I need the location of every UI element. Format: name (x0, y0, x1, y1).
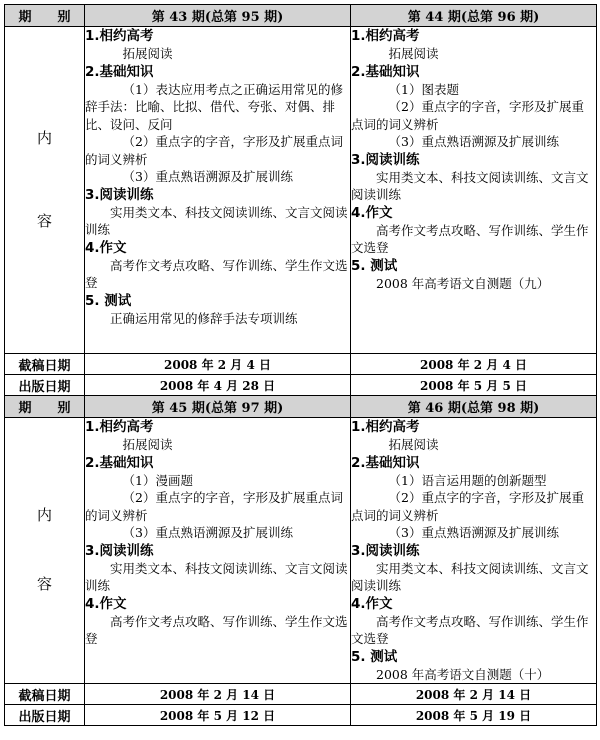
content-label-top: 内 (36, 506, 52, 524)
section-item: 实用类文本、科技文阅读训练、文言文阅读训练 (351, 560, 589, 593)
publish-43: 2008 年 4 月 28 日 (85, 375, 351, 396)
section-title: 2.基础知识 (351, 454, 420, 471)
section-item: 实用类文本、科技文阅读训练、文言文阅读训练 (351, 169, 589, 202)
section-item: （2）重点字的字音，字形及扩展重点词的词义辨析 (351, 99, 584, 132)
section-title: 4.作文 (351, 595, 393, 612)
section-item: 拓展阅读 (122, 437, 173, 452)
content-row-2 (5, 418, 597, 684)
issue-header-45: 第 45 期(总第 97 期) (85, 396, 351, 418)
issue-label: 期 别 (5, 396, 85, 418)
section-title: 2.基础知识 (85, 63, 154, 80)
content-label-bottom: 容 (36, 575, 52, 593)
section-item: （3）重点熟语溯源及扩展训练 (122, 169, 293, 184)
section-item: 高考作文考点攻略、写作训练、学生作文选登 (351, 222, 589, 255)
section-item: （3）重点熟语溯源及扩展训练 (388, 134, 559, 149)
publish-label: 出版日期 (5, 705, 85, 726)
section-title: 2.基础知识 (85, 454, 154, 471)
publish-label: 出版日期 (5, 375, 85, 396)
deadline-row-2 (5, 684, 597, 705)
content-cell (351, 27, 597, 354)
deadline-label: 截稿日期 (5, 354, 85, 375)
section-title: 5. 测试 (85, 292, 132, 309)
issue-label: 期 别 (5, 5, 85, 27)
schedule-table (4, 4, 597, 726)
issue-header-row-2 (5, 396, 597, 418)
section-item: （3）重点熟语溯源及扩展训练 (388, 525, 559, 540)
section-item: （1）表达应用考点之正确运用常见的修辞手法：比喻、比拟、借代、夸张、对偶、排比、设问、反问 (85, 81, 343, 132)
section-item: 拓展阅读 (122, 46, 173, 61)
section-title: 5. 测试 (351, 257, 398, 274)
content-label-top: 内 (36, 129, 52, 147)
section-item: 拓展阅读 (388, 46, 439, 61)
section-title: 3.阅读训练 (351, 151, 420, 168)
section-title: 1.相约高考 (85, 28, 154, 44)
deadline-44: 2008 年 2 月 4 日 (351, 354, 597, 375)
section-title: 3.阅读训练 (85, 542, 154, 559)
content-label-bottom: 容 (36, 212, 52, 230)
publish-row-2 (5, 705, 597, 726)
deadline-45: 2008 年 2 月 14 日 (85, 684, 351, 705)
section-item: （3）重点熟语溯源及扩展训练 (122, 525, 293, 540)
section-title: 4.作文 (85, 239, 127, 256)
section-title: 1.相约高考 (85, 419, 154, 435)
deadline-label: 截稿日期 (5, 684, 85, 705)
section-item: 2008 年高考语文自测题（九） (376, 275, 550, 291)
section-title: 4.作文 (85, 595, 127, 612)
content-row-1 (5, 27, 597, 354)
issue-header-row-1 (5, 5, 597, 27)
section-item: （2）重点字的字音，字形及扩展重点词的词义辨析 (351, 490, 584, 523)
deadline-46: 2008 年 2 月 14 日 (351, 684, 597, 705)
section-item: 实用类文本、科技文阅读训练、文言文阅读训练 (85, 560, 348, 593)
content-label-2 (5, 418, 85, 684)
content-cell (85, 418, 351, 684)
section-item: 高考作文考点攻略、写作训练、学生作文选登 (85, 613, 348, 646)
section-item: 拓展阅读 (388, 437, 439, 452)
publish-46: 2008 年 5 月 19 日 (351, 705, 597, 726)
section-item: 正确运用常见的修辞手法专项训练 (110, 310, 298, 326)
publish-44: 2008 年 5 月 5 日 (351, 375, 597, 396)
section-item: 2008 年高考语文自测题（十） (376, 666, 550, 682)
section-title: 3.阅读训练 (85, 186, 154, 203)
section-title: 1.相约高考 (351, 419, 420, 435)
section-title: 1.相约高考 (351, 28, 420, 44)
content-label-1 (5, 27, 85, 354)
section-title: 3.阅读训练 (351, 542, 420, 559)
publish-45: 2008 年 5 月 12 日 (85, 705, 351, 726)
content-cell (351, 418, 597, 684)
deadline-43: 2008 年 2 月 4 日 (85, 354, 351, 375)
deadline-row-1 (5, 354, 597, 375)
section-item: （2）重点字的字音，字形及扩展重点词的词义辨析 (85, 490, 343, 523)
issue-header-44: 第 44 期(总第 96 期) (351, 5, 597, 27)
issue-header-46: 第 46 期(总第 98 期) (351, 396, 597, 418)
section-item: 实用类文本、科技文阅读训练、文言文阅读训练 (85, 204, 348, 237)
section-item: （1）语言运用题的创新题型 (388, 472, 547, 488)
section-item: （1）漫画题 (122, 472, 193, 488)
section-title: 4.作文 (351, 204, 393, 221)
section-title: 5. 测试 (351, 648, 398, 665)
section-item: 高考作文考点攻略、写作训练、学生作文选登 (85, 257, 348, 290)
issue-header-43: 第 43 期(总第 95 期) (85, 5, 351, 27)
publish-row-1 (5, 375, 597, 396)
section-item: （1）图表题 (388, 81, 459, 97)
section-item: 高考作文考点攻略、写作训练、学生作文选登 (351, 613, 589, 646)
content-cell (85, 27, 351, 354)
section-title: 2.基础知识 (351, 63, 420, 80)
section-item: （2）重点字的字音，字形及扩展重点词的词义辨析 (85, 134, 343, 167)
